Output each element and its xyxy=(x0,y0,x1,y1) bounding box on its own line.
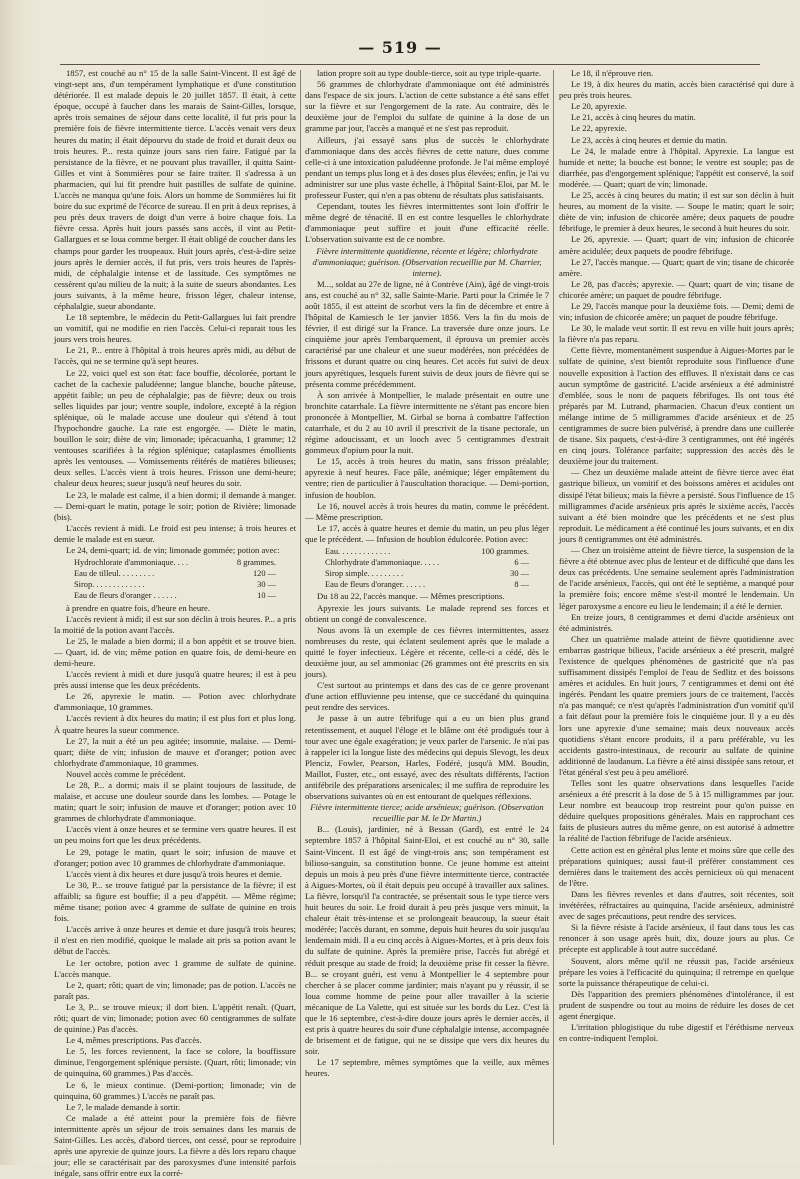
paragraph: Du 18 au 22, l'accès manque. — Mêmes prescriptions. xyxy=(305,591,549,602)
recipe-row xyxy=(325,568,549,579)
column-3-paragraphs xyxy=(559,68,794,1044)
recipe-row xyxy=(74,579,296,590)
binding-margin xyxy=(2,70,22,1150)
paragraph: Le 22, voici quel est son état: face bouffie, décolorée, portant le cachet de la cachexie paludéenne; langue blanche, bouche pâteuse, appétit faible; un peu de céphalalgie; pas de fièvre; deux ou trois selles liquides par jour; ventre souple, indolore, excepté à la région splénique, où le malade accuse une douleur qui s'étend à tout l'hypochondre gauche. La rate est engorgée. — Diète le matin, bouillon le soir; diète de vin; limonade; ipécacuanha, 1 gramme; 12 ventouses scarifiées à la région splénique; cataplasmes émollients après les ventouses. — Vomissements réitérés de matières bilieuses; deux selles. L'accès vient à trois heures. Frisson une demi-heure; chaleur deux heures; sueur jusqu'à neuf heures du soir. xyxy=(54,368,296,490)
recipe-2 xyxy=(325,546,549,590)
column-2d-paragraphs xyxy=(305,824,549,1079)
recipe-1 xyxy=(74,557,296,601)
paragraph: Le 25, le malade a bien dormi; il a bon appétit et se trouve bien. — Quart, id. de vin; même potion en quatre fois, de demi-heure en demi-heure. xyxy=(54,636,296,669)
paragraph: Le 26, apyrexie. — Quart; quart de vin; infusion de chicorée amère acidulée; deux paquets de poudre fébrifuge. xyxy=(559,234,794,256)
column-1 xyxy=(54,68,296,1148)
observation-2-title: Fièvre intermittente quotidienne, récente et légère; chlorhydrate d'ammoniaque; guérison. (Observation recueillie par M. Charrier, interne). xyxy=(305,246,549,279)
paragraph: Le 30, le malade veut sortir. Il est revu en ville huit jours après; la fièvre n'a pas reparu. xyxy=(559,323,794,345)
paragraph: Le 15, accès à trois heures du matin, sans frisson préalable; apyrexie à neuf heures. Face pâle, anémique; léger empâtement du ventre; rien de particulier à l'auscultation thoracique. — Demi-portion, infusion de houblon. xyxy=(305,456,549,500)
paragraph: Le 23, accès à cinq heures et demie du matin. xyxy=(559,135,794,146)
paragraph: Le 28, pas d'accès; apyrexie. — Quart; quart de vin; tisane de chicorée amère; un paquet de poudre fébrifuge. xyxy=(559,279,794,301)
ingredient-name: Sirop simple. . . . . . . . . xyxy=(325,568,403,579)
ingredient-amount: 100 grammes. xyxy=(482,546,529,557)
paragraph: Le 17, accès à quatre heures et demie du matin, un peu plus léger que le précédent. — Infusion de houblon édulcorée. Potion avec: xyxy=(305,523,549,545)
recipe-row xyxy=(74,557,296,568)
paragraph: Le 27, la nuit a été un peu agitée; insomnie, malaise. — Demi-quart; diète de vin; infusion de mauve et d'oranger; potion avec chlorhydrate d'ammoniaque, 10 grammes. xyxy=(54,736,296,769)
paragraph: Le 7, le malade demande à sortir. xyxy=(54,1102,296,1113)
column-1b-paragraphs xyxy=(54,603,296,1179)
column-3 xyxy=(559,68,794,1148)
paragraph: Le 6, le mieux continue. (Demi-portion; limonade; vin de quinquina, 60 grammes.) L'accès ne paraît pas. xyxy=(54,1080,296,1102)
paragraph: Le 25, accès à cinq heures du matin; il est sur son déclin à huit heures, au moment de la visite. — Soupe le matin; quart le soir; diète de vin; infusion de chicorée amère; deux paquets de poudre fébrifuge, le premier à deux heures, le second à huit heures du soir. xyxy=(559,190,794,234)
paragraph: À son arrivée à Montpellier, le malade présentait en outre une bronchite catarrhale. La fièvre intermittente ne s'étant pas encore bien prononcée à Montpellier, M. Girbal se borna à combattre l'affection catarrhale, et du 2 au 10 avril il prescrivit de la tisane pectorale, un régime adoucissant, et un looch avec 5 centigrammes d'extrait gommeux d'opium pour la nuit. xyxy=(305,390,549,457)
paragraph: Le 2, quart; rôti; quart de vin; limonade; pas de potion. L'accès ne paraît pas. xyxy=(54,980,296,1002)
ingredient-amount: 30 — xyxy=(257,579,276,590)
paragraph: L'accès vient à onze heures et se termine vers quatre heures. Il est un peu moins fort que les deux précédents. xyxy=(54,824,296,846)
ingredient-name: Eau de fleurs d'oranger. . . . . . xyxy=(325,579,425,590)
paragraph: Le 19, à dix heures du matin, accès bien caractérisé qui dure à peu près trois heures. xyxy=(559,79,794,101)
paragraph: Cette fièvre, momentanément suspendue à Aigues-Mortes par le sulfate de quinine, s'est bientôt reproduite sous l'influence d'une nouvelle exposition à l'action des effluves. Il n'existait dans ce cas aucun symptôme de gastricité. L'acide arsénieux a été administré d'emblée, sous le nom de paquets fébrifuges. Ils ont tous été préparés par M. Lutrand, pharmacien. Chacun d'eux contient un mélange intime de 5 milligrammes d'acide arsénieux et de 25 centigrammes de sucre bien pulvérisé, à prendre dans une cuillerée de tisane. Six paquets, c'est-à-dire 3 centigrammes, ont été ingérés en cinq jours. Tolérance parfaite; suppression des accès dès le deuxième jour du traitement. xyxy=(559,345,794,467)
paragraph: Le 5, les forces reviennent, la face se colore, la bouffissure diminue, l'engorgement splénique persiste. (Quart, rôti; limonade; vin de quinquina, 60 grammes.) Pas d'accès. xyxy=(54,1046,296,1079)
ingredient-name: Hydrochlorate d'ammoniaque. . . . xyxy=(74,557,188,568)
column-2 xyxy=(305,68,549,1148)
paragraph: Dès l'apparition des premiers phénomènes d'intolérance, il est prudent de suspendre ou tout au moins de réduire les doses de cet agent énergique. xyxy=(559,989,794,1022)
paragraph: L'accès revient à midi; il est sur son déclin à trois heures. P... a pris la moitié de la potion avant l'accès. xyxy=(54,614,296,636)
header-rule xyxy=(60,64,760,65)
paragraph: C'est surtout au printemps et dans des cas de ce genre provenant d'une action effluvienne peu intense, que ce succédané du quinquina peut rendre des services. xyxy=(305,680,549,713)
paragraph: Cette action est en général plus lente et moins sûre que celle des préparations quiniques; aussi faut-il préférer constamment ces dernières dans le traitement des accès pernicieux où qui menacent de l'être. xyxy=(559,845,794,889)
paragraph: En treize jours, 8 centigrammes et demi d'acide arsénieux ont été administrés. xyxy=(559,612,794,634)
paragraph: Le 18 septembre, le médecin du Petit-Gallargues lui fait prendre un vomitif, qui ne modifie en rien l'accès. Celui-ci reparait tous les jours vers trois heures. xyxy=(54,312,296,345)
ingredient-amount: 30 — xyxy=(510,568,529,579)
ingredient-amount: 8 grammes. xyxy=(237,557,276,568)
recipe-row xyxy=(74,590,296,601)
paragraph: Souvent, alors même qu'il ne réussit pas, l'acide arsénieux prépare les voies à l'efficacité du quinquina; il retrempe en quelque sorte la puissance thérapeutique de celui-ci. xyxy=(559,956,794,989)
paragraph: — Chez un troisième atteint de fièvre tierce, la suspension de la fièvre a été obtenue avec plus de lenteur et de difficulté que dans les deux cas précédents. Une semaine seulement après l'administration de l'acide arsénieux, l'accès, qui ont été le septième, a manqué pour la première fois; encore même s'est-il montré le lendemain. Un léger paroxysme a encore eu lieu le lendemain; il a été le dernier. xyxy=(559,545,794,612)
paragraph: Le 28, P... a dormi; mais il se plaint toujours de lassitude, de malaise, et accuse une douleur sourde dans les lombes. — Potage le matin; quart le soir; infusion de mauve et d'oranger; potion avec 10 grammes de chlorhydrate d'ammoniaque. xyxy=(54,780,296,824)
paragraph: L'accès revient à midi et dure jusqu'à quatre heures; il est à peu près aussi intense que les deux précédents. xyxy=(54,669,296,691)
paragraph: Le 29, potage le matin, quart le soir; infusion de mauve et d'oranger; potion avec 10 grammes de chlorhydrate d'ammoniaque. xyxy=(54,847,296,869)
ingredient-amount: 8 — xyxy=(514,579,529,590)
paragraph: Le 23, le malade est calme, il a bien dormi; il demande à manger. — Demi-quart le matin, potage le soir; potion de Rivière; limonade (bis). xyxy=(54,490,296,523)
paragraph: Le 18, il n'éprouve rien. xyxy=(559,68,794,79)
paragraph: B... (Louis), jardinier, né à Bessan (Gard), est entré le 24 septembre 1857 à l'hôpital Saint-Eloi, et est couché au n° 30, salle Saint-Vincent. Il est âgé de vingt-trois ans; son tempérament est bilioso-sanguin, sa constitution bonne. Ce jeune homme est atteint depuis un mois à peu près d'une fièvre intermittente tierce, contractée à Aigues-Mortes, où il était depuis peu occupé à travailler aux salines. La fièvre, lorsqu'il l'a contractée, se présentait sous le type tierce vers huit heures du soir. Le froid durait à peu près jusque vers minuit, la chaleur était très-intense et se prolongeait beaucoup, la sueur était modérée; l'accès durant, en somme, depuis huit heures du soir jusqu'au lendemain midi. Il a eu cinq accès à Aigues-Mortes, et à pris deux fois du sulfate de quinine. Après la première prise, l'accès fut abrégé et réduit presque au stade de froid; la deuxième prise fit cesser la fièvre. B... se croyant guéri, est venu à Montpellier le 4 septembre pour chercher à se placer comme jardinier; mais n'ayant pu y réussir, il se loua comme homme de peine pour aller travailler à la scierie mécanique de La Valette, qui est située sur les bords du Lez. C'est là que le 16 septembre, c'est-à-dire douze jours après le dernier accès, il est pris à quatre heures du soir d'une céphalalgie intense, accompagnée de brisement et de fatigue, qui ne se dissipe que vers dix heures du soir. xyxy=(305,824,549,1057)
paragraph: Ce malade a été atteint pour la première fois de fièvre intermittente après un séjour de trois semaines dans les marais de Saint-Gilles. Les accès, d'abord tierces, ont cessé, pour se reproduire après une apyrexie de quinze jours. La fièvre a dès lors reparu chaque jour; elle se caractérisait par des paroxysmes d'une intensité parfois inégale, sans offrir entre eux la corré- xyxy=(54,1113,296,1179)
paragraph: Cependant, toutes les fièvres intermittentes sont loin d'offrir le même degré de ténacité. Il en est contre lesquelles le chlorhydrate d'ammoniaque peut suffire et jouit d'une efficacité réelle. L'observation suivante est de ce nombre. xyxy=(305,201,549,245)
column-rule-1 xyxy=(300,70,301,1145)
recipe-row xyxy=(325,557,549,568)
paragraph: Le 4, mêmes prescriptions. Pas d'accès. xyxy=(54,1035,296,1046)
paragraph: 56 grammes de chlorhydrate d'ammoniaque ont été administrés dans l'espace de six jours. L'action de cette substance a été sans effet sur la fièvre et sur l'engorgement de la rate. Au contraire, dès le deuxième jour de l'emploi du sulfate de quinine à la dose de un gramme par jour, l'accès a manqué et ne s'est pas reproduit. xyxy=(305,79,549,134)
ingredient-amount: 6 — xyxy=(514,557,529,568)
recipe-row xyxy=(325,579,549,590)
paragraph: à prendre en quatre fois, d'heure en heure. xyxy=(54,603,296,614)
ingredient-name: Eau de fleurs d'oranger . . . . . . xyxy=(74,590,177,601)
ingredient-name: Sirop. . . . . . . . . . . . . xyxy=(74,579,145,590)
recipe-row xyxy=(325,546,549,557)
column-1-paragraphs xyxy=(54,68,296,556)
column-2-paragraphs xyxy=(305,68,549,246)
paragraph: Telles sont les quatre observations dans lesquelles l'acide arsénieux a été prescrit à la dose de 5 à 15 milligrammes par jour. Leur nombre est beaucoup trop restreint pour qu'on puisse en déduire quelques propositions générales. Mais en rapprochant ces faits de plusieurs autres du même genre, on est autorisé à admettre la réalité de l'action fébrifuge de l'acide arsénieux. xyxy=(559,778,794,845)
paragraph: Dans les fièvres revenles et dans d'autres, soit récentes, soit invétérées, réfractaires au quinquina, l'acide arsénieux, administré avec de sages précautions, peut rendre des services. xyxy=(559,889,794,922)
paragraph: Apyrexie les jours suivants. Le malade reprend ses forces et obtient un congé de convalescence. xyxy=(305,603,549,625)
ingredient-name: Eau. . . . . . . . . . . . . xyxy=(325,546,390,557)
paragraph: Le 24, demi-quart; id. de vin; limonade gommée; potion avec: xyxy=(54,545,296,556)
paragraph: Le 21, P... entre à l'hôpital à trois heures après midi, au début de l'accès, qui ne se termine qu'à sept heures. xyxy=(54,345,296,367)
paragraph: L'accès arrive à onze heures et demie et dure jusqu'à trois heures; il n'est en rien modifié, quoique le malade ait pris sa potion avant le début de l'accès. xyxy=(54,924,296,957)
ingredient-name: Eau de tilleul. . . . . . . . . xyxy=(74,568,154,579)
paragraph: Le 22, apyrexie. xyxy=(559,123,794,134)
paragraph: Le 29, l'accès manque pour la deuxième fois. — Demi; demi de vin; infusion de chicorée amère; un paquet de poudre fébrifuge. xyxy=(559,301,794,323)
column-rule-2 xyxy=(553,70,554,1145)
column-2b-paragraphs xyxy=(305,279,549,545)
observation-3-title: Fièvre intermittente tierce; acide arsénieux; guérison. (Observation recueillie par M. le Dr Martin.) xyxy=(305,802,549,824)
paragraph: Chez un quatrième malade atteint de fièvre quotidienne avec embarras gastrique bilieux, l'acide arsénieux a été prescrit, malgré l'existence de quelques phénomènes de gastricité que n'a pas suffisamment dissipés l'emploi de l'eau de Sedlitz et des boissons amères et acidules. En huit jours, 7 centigrammes et demi ont été ingérés. Pendant les quatre premiers jours de ce traitement, l'accès n'a pas manqué; ce n'est qu'après l'administration d'un vomitif qu'il a fait défaut pour la première fois le cinquième jour. Il y a eu dès lors une apyrexie d'une semaine; mais deux nouveaux accès quotidiens s'étant encore produits, il a paru préférable, vu les accidents gastro-intestinaux, de recourir au sulfate de quinine additionné de laudanum. La fièvre a été ainsi dissipée sans retour, et l'état général s'est peu à peu amélioré. xyxy=(559,634,794,778)
ingredient-amount: 10 — xyxy=(257,590,276,601)
paragraph: — Chez un deuxième malade atteint de fièvre tierce avec état gastrique bilieux, un vomitif et des boissons amères et acidules ont dissipé l'état bilieux; mais la fièvre a persisté. Sous l'influence de 15 milligrammes d'acide arsénieux pris après le sixième accès, l'accès suivant a été bien moindre que les précédents et ne s'est plus reproduit. Le médicament a été continué les jours suivants, et en dix jours 8 centigrammes ont été administrés. xyxy=(559,467,794,545)
paragraph: Le 30, P... se trouve fatigué par la persistance de la fièvre; il est affaibli; sa figure est bouffie; il a peu d'appétit. — Même régime; même tisane; potion avec 4 gramme de sulfate de quinine en trois fois. xyxy=(54,880,296,924)
paragraph: lation propre soit au type double-tierce, soit au type triple-quarte. xyxy=(305,68,549,79)
ingredient-amount: 120 — xyxy=(253,568,276,579)
paragraph: Ailleurs, j'ai essayé sans plus de succès le chlorhydrate d'ammoniaque dans des accès fièvres de cette nature, dues comme celle-ci à une intoxication paludéenne profonde. Je l'ai même employé pendant un temps plus long et à des doses plus élevées; enfin, je l'ai vu administrer sur une plus vaste échelle, à l'hôpital Saint-Eloi, par M. le professeur Fuster, qui n'en a pas obtenu de résultats plus satisfaisants. xyxy=(305,135,549,202)
paragraph: Nouvel accès comme le précédent. xyxy=(54,769,296,780)
paragraph: Le 17 septembre, mêmes symptômes que la veille, aux mêmes heures. xyxy=(305,1057,549,1079)
ingredient-name: Chlorhydrate d'ammoniaque. . . . . xyxy=(325,557,439,568)
paragraph: Le 16, nouvel accès à trois heures du matin, comme le précédent. — Même prescription. xyxy=(305,501,549,523)
paragraph: L'accès revient à dix heures du matin; il est plus fort et plus long. À quatre heures la sueur commence. xyxy=(54,713,296,735)
paragraph: M..., soldat au 27e de ligne, né à Contrève (Ain), âgé de vingt-trois ans, est couché au n° 32, salle Sainte-Marie. Parti pour la Crimée le 7 août 1855, il est atteint de scorbut vers la fin de décembre et entre à l'hôpital de Kamiesch le 1er janvier 1856. Vers la fin du mois de février, il est dirigé sur la France. La traversée dure onze jours. Le cinquième jour après l'embarquement, il éprouva un premier accès caractérisé par une chaleur et une sueur modérées, non précédées de frissons et durant quatre ou cinq heures. Cet accès fut suivi de deux jours apyrétiques, lesquels furent suivis de deux jours de fièvre qui se présenta comme précédemment. xyxy=(305,279,549,390)
paragraph: Si la fièvre résiste à l'acide arsénieux, il faut dans tous les cas renoncer à son usage après huit, dix, douze jours au plus. Ce précepte est applicable à tout autre succédané. xyxy=(559,922,794,955)
paragraph: L'accès vient à dix heures et dure jusqu'à trois heures et demie. xyxy=(54,869,296,880)
recipe-row xyxy=(74,568,296,579)
paragraph: Le 24, le malade entre à l'hôpital. Apyrexie. La langue est humide et nette; la bouche est bonne; le ventre est souple; pas de diarrhée, pas d'engorgement splénique; l'appétit est conservé, la soif modérée. — Quart; quart de vin; limonade. xyxy=(559,146,794,190)
column-2c-paragraphs xyxy=(305,591,549,802)
paragraph: Le 3, P... se trouve mieux; il dort bien. L'appétit renaît. (Quart, rôti; quart de vin; limonade; potion avec 60 centigrammes de sulfate de quinine.) Pas d'accès. xyxy=(54,1002,296,1035)
paragraph: Le 21, accès à cinq heures du matin. xyxy=(559,112,794,123)
paragraph: Le 27, l'accès manque. — Quart; quart de vin; tisane de chicorée amère. xyxy=(559,257,794,279)
page-number: — 519 — xyxy=(0,38,800,57)
paragraph: Le 26, apyrexie le matin. — Potion avec chlorhydrate d'ammoniaque, 10 grammes. xyxy=(54,691,296,713)
paragraph: L'irritation phlogistique du tube digestif et l'éréthisme nerveux en contre-indiquent l'emploi. xyxy=(559,1022,794,1044)
paragraph: 1857, est couché au n° 15 de la salle Saint-Vincent. Il est âgé de vingt-sept ans, d'un tempérament lymphatique et d'une constitution détériorée. Il est malade depuis le 20 juillet 1857. Il était, à cette époque, occupé à faucher dans les marais de Saint-Gilles, lorsque, après trois semaines de séjour dans cette localité, il fut pris pour la première fois de fièvre intermittente tierce. L'accès venait vers deux heures du matin; il était dépourvu du stade de froid et durait deux ou trois heures. P... resta quinze jours sans rien faire. Fatigué par la persistance de la fièvre, et ne pouvant plus travailler, il quitta Saint-Gilles et vint à Sommières pour se faire traiter. Il s'adressa à un pharmacien, qui lui fit prendre huit pastilles de sulfate de quinine. L'accès ne manqua qu'une fois. Alors un homme de Sommières lui fit boire du suc exprimé de l'écorce de sureau. Il en prit à deux reprises, à peu près deux travers de doigt d'un verre à boire chaque fois. La fièvre cessa. Après huit jours passés sans accès, il vint au Petit-Gallargues et se loua comme berger. Il était obligé de coucher dans les champs pour garder les troupeaux. Huit jours après, c'est-à-dire seize jours après le dernier accès, il fut pris, vers trois heures de l'après-midi, de céphalalgie intense et de lassitude. Ces symptômes ne cessèrent qu'au milieu de la nuit; à la suite de sueurs abondantes. Les jours suivants, à la même heure, frisson léger, chaleur intense, céphalalgie, sueur abondante. xyxy=(54,68,296,312)
paragraph: Le 20, apyrexie. xyxy=(559,101,794,112)
paragraph: L'accès revient à midi. Le froid est peu intense; à trois heures et demie le malade est en sueur. xyxy=(54,523,296,545)
paragraph: Nous avons là un exemple de ces fièvres intermittentes, assez nombreuses du reste, qui éclatent seulement après que le malade a quitté le foyer infectieux. Légère et récente, celle-ci a cédé, dès le deuxième jour, au sel ammoniac (26 grammes ont été prescrits en six jours). xyxy=(305,625,549,680)
paragraph: Je passe à un autre fébrifuge qui a eu un bien plus grand retentissement, et auquel l'éloge et le blâme ont été prodigués tour à tour avec une égale exagération; je veux parler de l'arsenic. Je n'ai pas à rappeler ici la longue liste des médecins qui depuis Slevogt, les deux Plenciz, Fowler, Pearson, Harles, Fodéré, jusqu'à MM. Boudin, Maillot, Fuster, etc., ont essayé, avec des résultats différents, l'action antifébrile des préparations arsenicales; il me suffira de reproduire les observations suivantes où en est entourant de quelques réflexions. xyxy=(305,713,549,802)
paragraph: Le 1er octobre, potion avec 1 gramme de sulfate de quinine. L'accès manque. xyxy=(54,958,296,980)
